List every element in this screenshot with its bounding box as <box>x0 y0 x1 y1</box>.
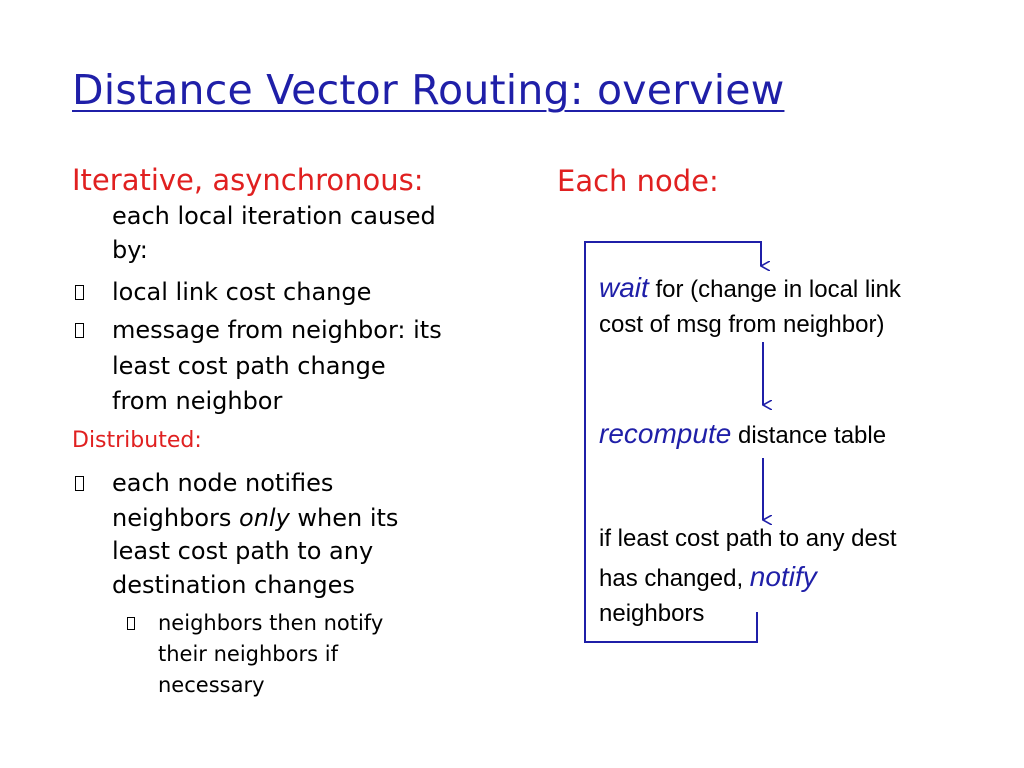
text-wait-rest: for (change in local link <box>648 276 901 303</box>
step-wait-line-1 <box>599 272 901 304</box>
intro-line-2: by: <box>112 236 148 264</box>
page-title: Distance Vector Routing: overview <box>72 66 785 114</box>
emphasis-wait: wait <box>599 272 649 303</box>
text-has-changed: has changed, <box>599 565 750 592</box>
step-wait-line-2: cost of msg from neighbor) <box>599 311 885 338</box>
bullet-message-line-1: message from neighbor: its <box>112 316 442 344</box>
text-recompute-rest: distance table <box>731 422 887 449</box>
step-notify-line-3: neighbors <box>599 600 705 627</box>
bullet-message-line-2: least cost path change <box>112 352 386 380</box>
subbullet-line-3: necessary <box>158 673 265 697</box>
heading-distributed: Distributed: <box>72 428 202 453</box>
text-neighbors: neighbors <box>112 504 240 532</box>
heading-iterative: Iterative, asynchronous: <box>72 163 424 197</box>
subbullet-line-1: neighbors then notify <box>158 611 384 635</box>
bullet-notify-line-3: least cost path to any <box>112 537 374 565</box>
bullet-local-link: local link cost change <box>112 278 372 306</box>
intro-line-1: each local iteration caused <box>112 202 436 230</box>
emphasis-only: only <box>239 504 290 532</box>
step-notify-line-2 <box>599 561 817 593</box>
emphasis-recompute: recompute <box>599 418 732 449</box>
step-notify-line-1: if least cost path to any dest <box>599 525 897 552</box>
text-when-its: when its <box>289 504 399 532</box>
subbullet-line-2: their neighbors if <box>158 642 338 666</box>
bullet-notify-line-1: each node notifies <box>112 469 334 497</box>
bullet-notify-line-4: destination changes <box>112 571 355 599</box>
step-recompute <box>599 418 886 450</box>
heading-each-node: Each node: <box>557 164 719 198</box>
emphasis-notify: notify <box>749 561 817 592</box>
bullet-message-line-3: from neighbor <box>112 387 283 415</box>
